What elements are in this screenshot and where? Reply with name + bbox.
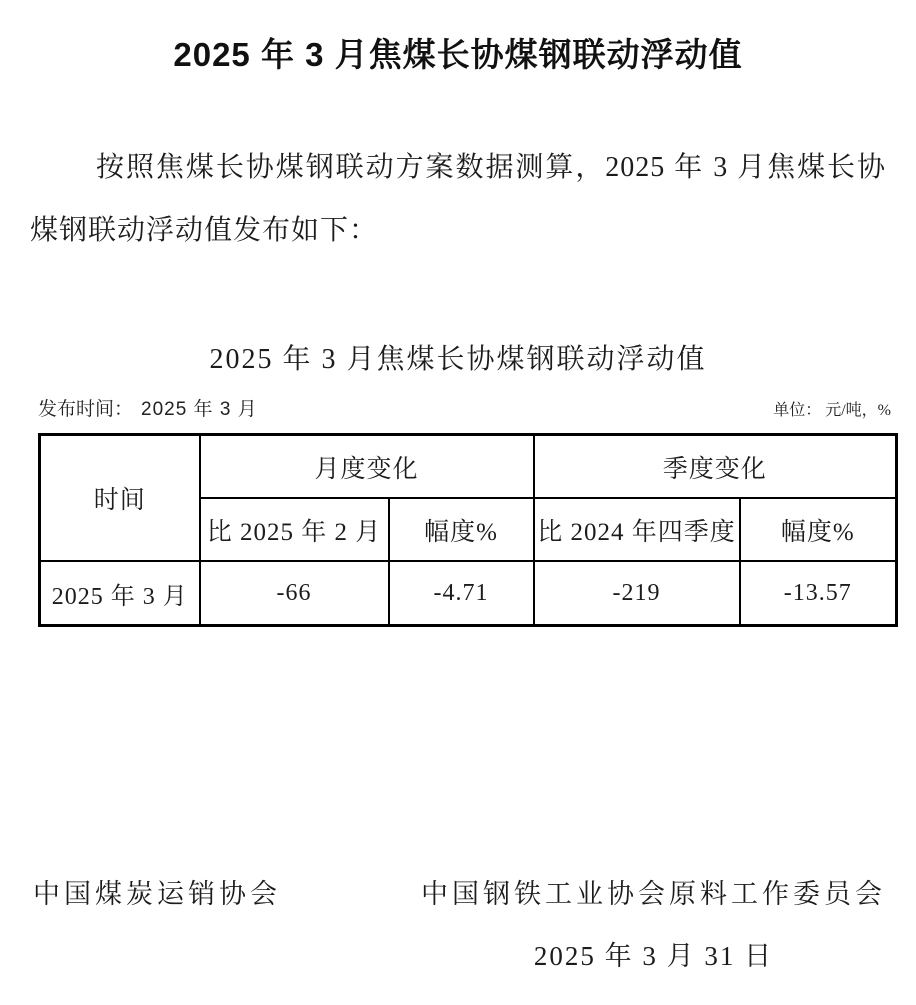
body-paragraph: 按照焦煤长协煤钢联动方案数据测算，2025 年 3 月焦煤长协煤钢联动浮动值发布如下： <box>30 152 886 246</box>
cell-quarterly-rate: -13.57 <box>740 561 897 626</box>
cell-time: 2025 年 3 月 <box>40 561 200 626</box>
linkage-table <box>38 433 898 627</box>
table-header-quarterly-change: 季度变化 <box>534 435 897 499</box>
table-row <box>40 561 897 626</box>
cell-monthly-change: -66 <box>200 561 389 626</box>
unit-note <box>773 397 895 420</box>
unit-label: 单位： <box>773 402 822 419</box>
cell-monthly-rate: -4.71 <box>389 561 534 626</box>
publish-time-label: 发布时间： <box>38 399 134 420</box>
signature-footer <box>30 876 886 973</box>
document-title: 2025 年 3 月焦煤长协煤钢联动浮动值 <box>173 36 743 73</box>
table-subheader-vs-q4-2024: 比 2024 年四季度 <box>534 498 740 561</box>
table-header-monthly-change: 月度变化 <box>200 435 534 499</box>
table-group-header-row <box>40 435 897 499</box>
table-title: 2025 年 3 月焦煤长协煤钢联动浮动值 <box>209 344 707 375</box>
table-meta-row <box>38 394 895 421</box>
publish-time <box>38 394 258 421</box>
table-header-time: 时间 <box>40 435 200 562</box>
unit-value: 元/吨，% <box>825 402 891 419</box>
table-subheader-monthly-rate: 幅度% <box>389 498 534 561</box>
signature-right: 中国钢铁工业协会原料工作委员会 <box>421 879 886 909</box>
signature-left: 中国煤炭运销协会 <box>33 879 281 909</box>
publish-time-value: 2025 年 3 月 <box>141 399 258 420</box>
table-subheader-quarterly-rate: 幅度% <box>740 498 897 561</box>
signature-date: 2025 年 3 月 31 日 <box>533 941 774 971</box>
signature-right-block <box>421 876 886 973</box>
cell-quarterly-change: -219 <box>534 561 740 626</box>
table-subheader-vs-feb-2025: 比 2025 年 2 月 <box>200 498 389 561</box>
